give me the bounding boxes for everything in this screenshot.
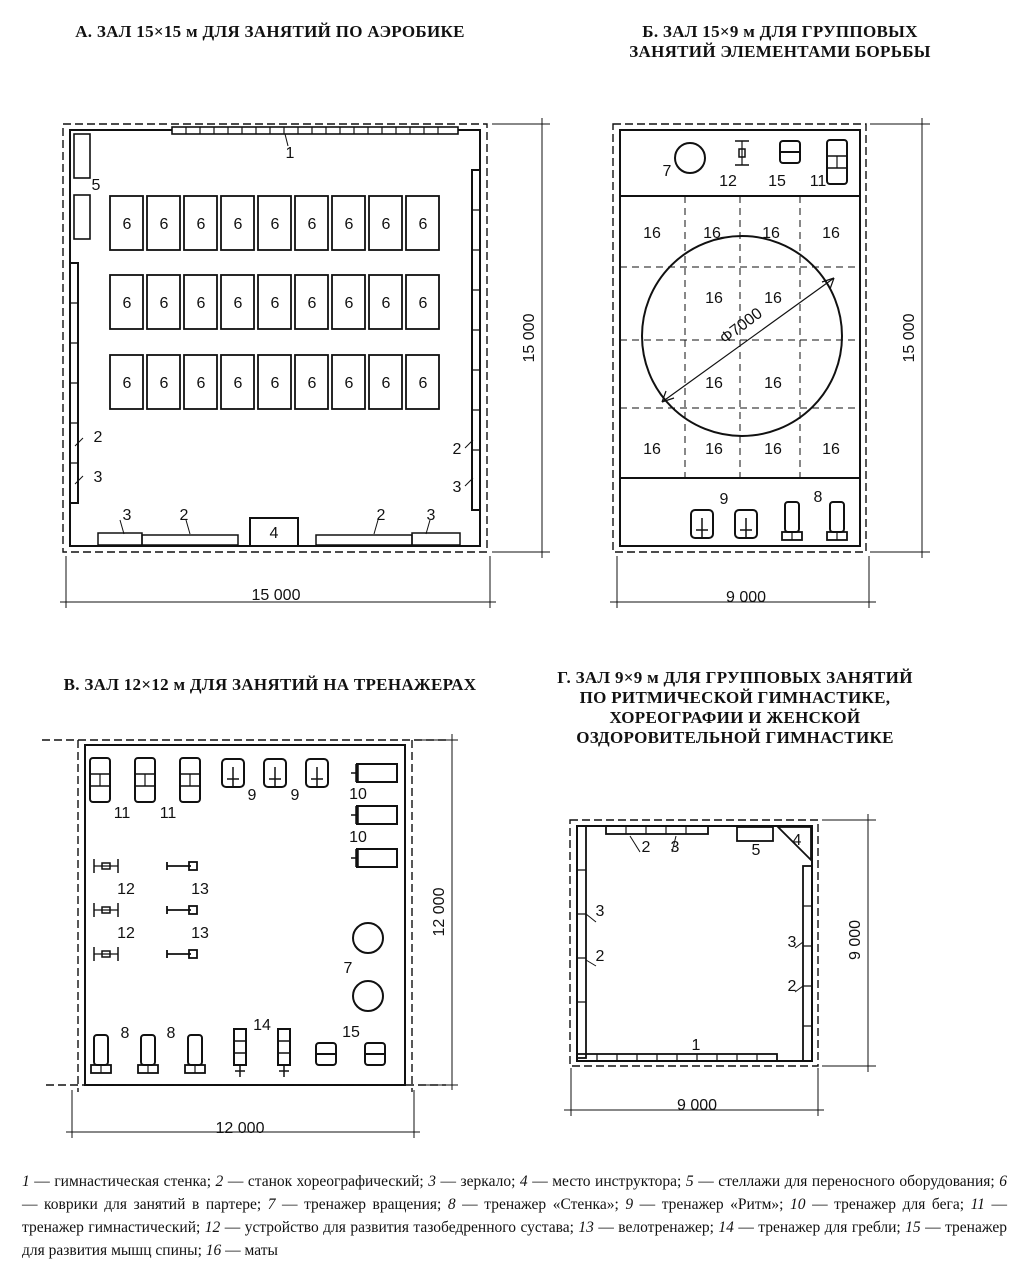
callout-label: 3: [122, 507, 132, 524]
legend-item: 14 — тренажер для гребли;: [718, 1219, 906, 1236]
callout-label: 2: [641, 839, 651, 856]
callout-label: 10: [349, 829, 367, 846]
callout-label: 4: [269, 525, 279, 542]
legend-item: 13 — велотренажер;: [578, 1219, 719, 1236]
dimension-height: 9 000: [847, 919, 864, 961]
legend-item: 12 — устройство для развития тазобедренного сустава;: [204, 1219, 579, 1236]
mat-label: 6: [122, 295, 132, 312]
callout-label: 7: [343, 960, 353, 977]
callout-label: 9: [290, 787, 300, 804]
mat-label: 6: [270, 216, 280, 233]
rotation-trainer: [353, 981, 383, 1011]
legend-item: 6 — коврики для занятий в партере;: [22, 1173, 1007, 1213]
dimension-width: 12 000: [215, 1120, 265, 1137]
callout-label: 13: [191, 925, 209, 942]
legend-item: 3 — зеркало;: [428, 1173, 520, 1190]
mat-label: 16: [822, 225, 840, 242]
mat-label: 6: [344, 295, 354, 312]
mat-label: 6: [381, 375, 391, 392]
legend-item: 8 — тренажер «Стенка»;: [447, 1196, 626, 1213]
dimension-width: 15 000: [251, 587, 301, 604]
circle-diameter-label: Φ7000: [716, 305, 766, 348]
callout-label: 3: [93, 469, 103, 486]
plan-b: [610, 118, 930, 608]
mat-label: 16: [764, 441, 782, 458]
mat-label: 6: [307, 375, 317, 392]
callout-label: 9: [247, 787, 257, 804]
mat-label: 6: [159, 216, 169, 233]
legend-item: 15 — тренажер для развития мышц спины;: [22, 1219, 1007, 1259]
mat-label: 16: [764, 375, 782, 392]
callout-label: 8: [166, 1025, 176, 1042]
legend-item: 1 — гимнастическая стенка;: [22, 1173, 216, 1190]
plan-g-title-line2: ПО РИТМИЧЕСКОЙ ГИМНАСТИКЕ,: [579, 688, 891, 707]
plan-b-title-line1: Б. ЗАЛ 15×9 м ДЛЯ ГРУППОВЫХ: [642, 22, 918, 41]
mat-label: 6: [270, 295, 280, 312]
callout-label: 11: [809, 173, 827, 190]
legend-item: 5 — стеллажи для переносного оборудования;: [685, 1173, 1000, 1190]
mat-label: 6: [344, 216, 354, 233]
mat-label: 16: [762, 225, 780, 242]
dimension-width: 9 000: [676, 1097, 718, 1114]
mat-label: 6: [122, 375, 132, 392]
mat-label: 6: [381, 216, 391, 233]
callout-label: 14: [253, 1017, 271, 1034]
mat-label: 6: [418, 295, 428, 312]
plan-v: [42, 734, 458, 1138]
mat-label: 16: [703, 225, 721, 242]
legend-item: 2 — станок хореографический;: [215, 1173, 429, 1190]
callout-label: 12: [719, 173, 737, 190]
legend-item: 4 — место инструктора;: [519, 1173, 686, 1190]
legend: [22, 1170, 1007, 1262]
mat-label: 6: [196, 216, 206, 233]
callout-label: 12: [117, 925, 135, 942]
callout-label: 1: [285, 145, 295, 162]
callout-label: 10: [349, 786, 367, 803]
callout-label: 5: [91, 177, 101, 194]
mat-label: 16: [705, 441, 723, 458]
callout-label: 9: [719, 491, 729, 508]
rotation-trainer: [675, 143, 705, 173]
mat-label: 6: [196, 375, 206, 392]
plan-b-title-line2: ЗАНЯТИЙ ЭЛЕМЕНТАМИ БОРЬБЫ: [629, 42, 931, 61]
callout-label: 2: [93, 429, 103, 446]
callout-label: 11: [113, 805, 131, 822]
legend-item: 10 — тренажер для бега;: [790, 1196, 971, 1213]
mat-label: 6: [159, 295, 169, 312]
dimension-height: 15 000: [521, 313, 538, 363]
callout-label: 15: [342, 1024, 360, 1041]
mat-label: 6: [233, 375, 243, 392]
callout-label: 2: [787, 978, 797, 995]
callout-label: 3: [670, 839, 680, 856]
legend-item: 9 — тренажер «Ритм»;: [625, 1196, 791, 1213]
plan-g-title-line1: Г. ЗАЛ 9×9 м ДЛЯ ГРУППОВЫХ ЗАНЯТИЙ: [557, 668, 913, 687]
plan-g-title-line4: ОЗДОРОВИТЕЛЬНОЙ ГИМНАСТИКЕ: [576, 728, 894, 747]
callout-label: 3: [426, 507, 436, 524]
callout-label: 7: [662, 163, 672, 180]
legend-item: 11 — тренажер гимнастический;: [22, 1196, 1007, 1236]
callout-label: 2: [452, 441, 462, 458]
mat-label: 6: [159, 375, 169, 392]
plan-g-title-line3: ХОРЕОГРАФИИ И ЖЕНСКОЙ: [609, 708, 861, 727]
mat-label: 6: [233, 216, 243, 233]
dimension-height: 15 000: [901, 313, 918, 363]
callout-label: 8: [813, 489, 823, 506]
callout-label: 2: [595, 948, 605, 965]
plan-g: [564, 814, 876, 1116]
mat-label: 16: [705, 375, 723, 392]
plan-a: [60, 118, 550, 608]
callout-label: 1: [691, 1037, 701, 1054]
dimension-width: 9 000: [725, 589, 767, 606]
callout-label: 15: [768, 173, 786, 190]
mat-label: 6: [270, 375, 280, 392]
callout-label: 3: [595, 903, 605, 920]
mat-label: 6: [196, 295, 206, 312]
plan-a-title-text: А. ЗАЛ 15×15 м ДЛЯ ЗАНЯТИЙ ПО АЭРОБИКЕ: [75, 22, 465, 41]
dimension-height: 12 000: [431, 887, 448, 937]
mat-label: 6: [122, 216, 132, 233]
mat-label: 6: [344, 375, 354, 392]
callout-label: 2: [376, 507, 386, 524]
callout-label: 11: [159, 805, 177, 822]
callout-label: 4: [792, 832, 802, 849]
mat-label: 16: [764, 290, 782, 307]
mat-label: 6: [418, 216, 428, 233]
rotation-trainer: [353, 923, 383, 953]
callout-label: 13: [191, 881, 209, 898]
mat-label: 6: [381, 295, 391, 312]
mat-label: 6: [307, 216, 317, 233]
mat-label: 6: [418, 375, 428, 392]
mat-label: 16: [643, 225, 661, 242]
legend-item: 16 — маты: [205, 1242, 278, 1259]
mat-label: 6: [307, 295, 317, 312]
mat-label: 16: [643, 441, 661, 458]
mat-label: 16: [822, 441, 840, 458]
callout-label: 3: [787, 934, 797, 951]
mat-label: 6: [233, 295, 243, 312]
callout-label: 3: [452, 479, 462, 496]
plan-v-title-text: В. ЗАЛ 12×12 м ДЛЯ ЗАНЯТИЙ НА ТРЕНАЖЕРАХ: [63, 675, 477, 694]
callout-label: 2: [179, 507, 189, 524]
mat-label: 16: [705, 290, 723, 307]
callout-label: 5: [751, 842, 761, 859]
callout-label: 12: [117, 881, 135, 898]
callout-label: 8: [120, 1025, 130, 1042]
legend-item: 7 — тренажер вращения;: [267, 1196, 448, 1213]
